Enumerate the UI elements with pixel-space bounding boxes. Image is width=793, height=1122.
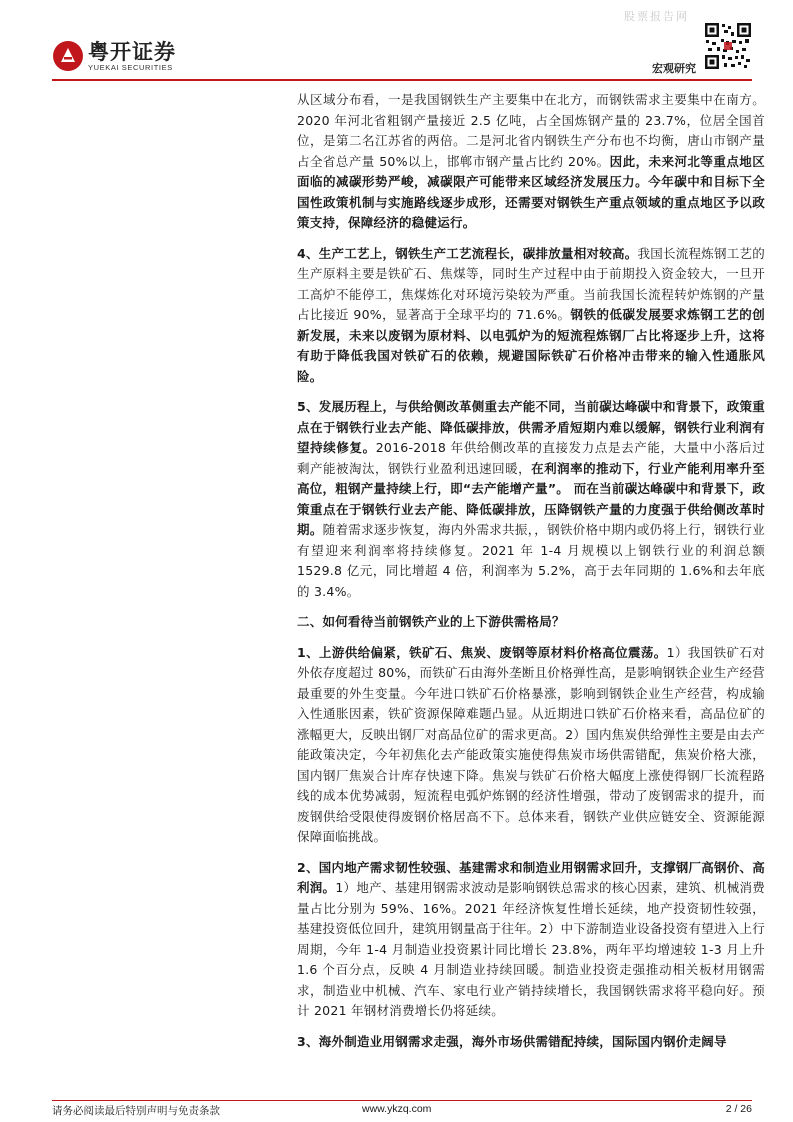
- page-number: 2 / 26: [725, 1103, 752, 1115]
- footer-disclaimer: 请务必阅读最后特别声明与免责条款: [52, 1105, 220, 1117]
- logo-english-name: YUEKAI SECURITIES: [88, 62, 173, 72]
- qr-code-icon: [704, 22, 752, 70]
- paragraph-domestic-demand: 2、国内地产需求韧性较强、基建需求和制造业用钢需求回升，支撑钢厂高钢价、高利润。1）地产、基建用钢需求波动是影响钢铁总需求的核心因素，建筑、机械消费量占比分别为 59%、16%。2021 年经济恢复性增长延续，地产投资韧性较强，基建投资低位回升，建筑用钢量高于往年。2）中下游制造业设备投资有望进入上行周期，今年 1-4 月制造业投资累计同比增长 23.8%，两年平均增速较 1-3 月上升 1.6 个百分点，反映 4 月制造业持续回暖。制造业投资走强推动相关板材用钢需求，制造业中机械、汽车、家电行业产销持续增长，我国钢铁需求将平稳向好。预计 2021 年钢材消费增长仍将延续。: [297, 859, 765, 1018]
- logo-chinese-name: 粤开证券: [88, 39, 176, 64]
- paragraph-development-history: 5、发展历程上，与供给侧改革侧重去产能不同，当前碳达峰碳中和背景下，政策重点在于钢铁行业去产能、降低碳排放，供需矛盾短期内难以缓解，钢铁行业利润有望持续修复。2016-2018 年供给侧改革的直接发力点是去产能，大量中小落后过剩产能被淘汰，钢铁行业盈利迅速回暖，在利润率的推动下，行业产能利用率升至高位，粗钢产量持续上行，即“去产能增产量”。 而在当前碳达峰碳中和背景下，政策重点在于钢铁行业去产能、降低碳排放，压降钢铁产量的力度强于供给侧改革时期。随着需求逐步恢复，海内外需求共振，，钢铁价格中期内或仍将上行，钢铁行业有望迎来利润率将持续修复。2021 年 1-4 月规模以上钢铁行业的利润总额 1529.8 亿元，同比增超 4 倍，利润率为 5.2%，高于去年同期的 1.6%和去年底的 3.4%。: [297, 399, 765, 599]
- header-divider: [52, 79, 752, 81]
- paragraph-production-process: 4、生产工艺上，钢铁生产工艺流程长，碳排放量相对较高。我国长流程炼钢工艺的生产原料主要是铁矿石、焦煤等，同时生产过程中由于前期投入资金较大，一旦开工高炉不能停工，焦煤炼化对环境污染较为严重。当前我国长流程转炉炼钢的产量占比接近 90%，显著高于全球平均的 71.6%。钢铁的低碳发展要求炼钢工艺的创新发展，未来以废钢为原材料、以电弧炉为的短流程炼钢厂占比将逐步上升，这将有助于降低我国对铁矿石的依赖，规避国际铁矿石价格冲击带来的输入性通胀风险。: [297, 245, 765, 384]
- report-body: [297, 90, 765, 1062]
- section-heading: 二、如何看待当前钢铁产业的上下游供需格局？: [297, 614, 565, 629]
- paragraph-overseas-demand: 3、海外制造业用钢需求走强，海外市场供需错配持续，国际国内钢价走阔导: [297, 1033, 727, 1049]
- footer-divider: [52, 1100, 752, 1101]
- report-type-label: 宏观研究: [652, 62, 696, 75]
- watermark-text: 股票报告网: [624, 10, 689, 23]
- footer-website-link[interactable]: www.ykzq.com: [362, 1103, 432, 1115]
- paragraph-regional: 从区域分布看，一是我国钢铁生产主要集中在北方，而钢铁需求主要集中在南方。2020 年河北省粗钢产量接近 2.5 亿吨，占全国炼钢产量的 23.7%，位居全国首位，是第二名江苏省的两倍。二是河北省内钢铁生产分布也不均衡，唐山市钢产量占全省总产量 50%以上，邯郸市钢产量占比约 20%。因此，未来河北等重点地区面临的减碳形势严峻，减碳限产可能带来区域经济发展压力。今年碳中和目标下全国性政策机制与实施路线逐步成形，还需要对钢铁生产重点领域的重点地区予以政策支持，保障经济的稳健运行。: [297, 92, 765, 230]
- paragraph-upstream-supply: 1、上游供给偏紧，铁矿石、焦炭、废钢等原材料价格高位震荡。1）我国铁矿石对外依存度超过 80%，而铁矿石由海外垄断且价格弹性高，是影响钢铁企业生产经营最重要的外生变量。今年进口铁矿石价格暴涨，影响到钢铁企业生产经营，构成输入性通胀因素，铁矿资源保障难题凸显。从近期进口铁矿石价格来看，高品位矿的涨幅更大，反映出钢厂对高品位矿的需求更高。2）国内焦炭供给弹性主要是由去产能政策决定，今年初焦化去产能政策实施使得焦炭市场供需错配，焦炭价格大涨，国内钢厂焦炭合计库存快速下降。焦炭与铁矿石价格大幅度上涨使得钢厂长流程路线的成本优势减弱，短流程电弧炉炼钢的经济性增强，带动了废钢需求的提升，而废钢供给受限使得废钢价格居高不下。总体来看，钢铁产业供应链安全、资源能源保障面临挑战。: [297, 644, 765, 844]
- logo-mark-icon: [52, 40, 84, 72]
- company-logo: [52, 40, 176, 72]
